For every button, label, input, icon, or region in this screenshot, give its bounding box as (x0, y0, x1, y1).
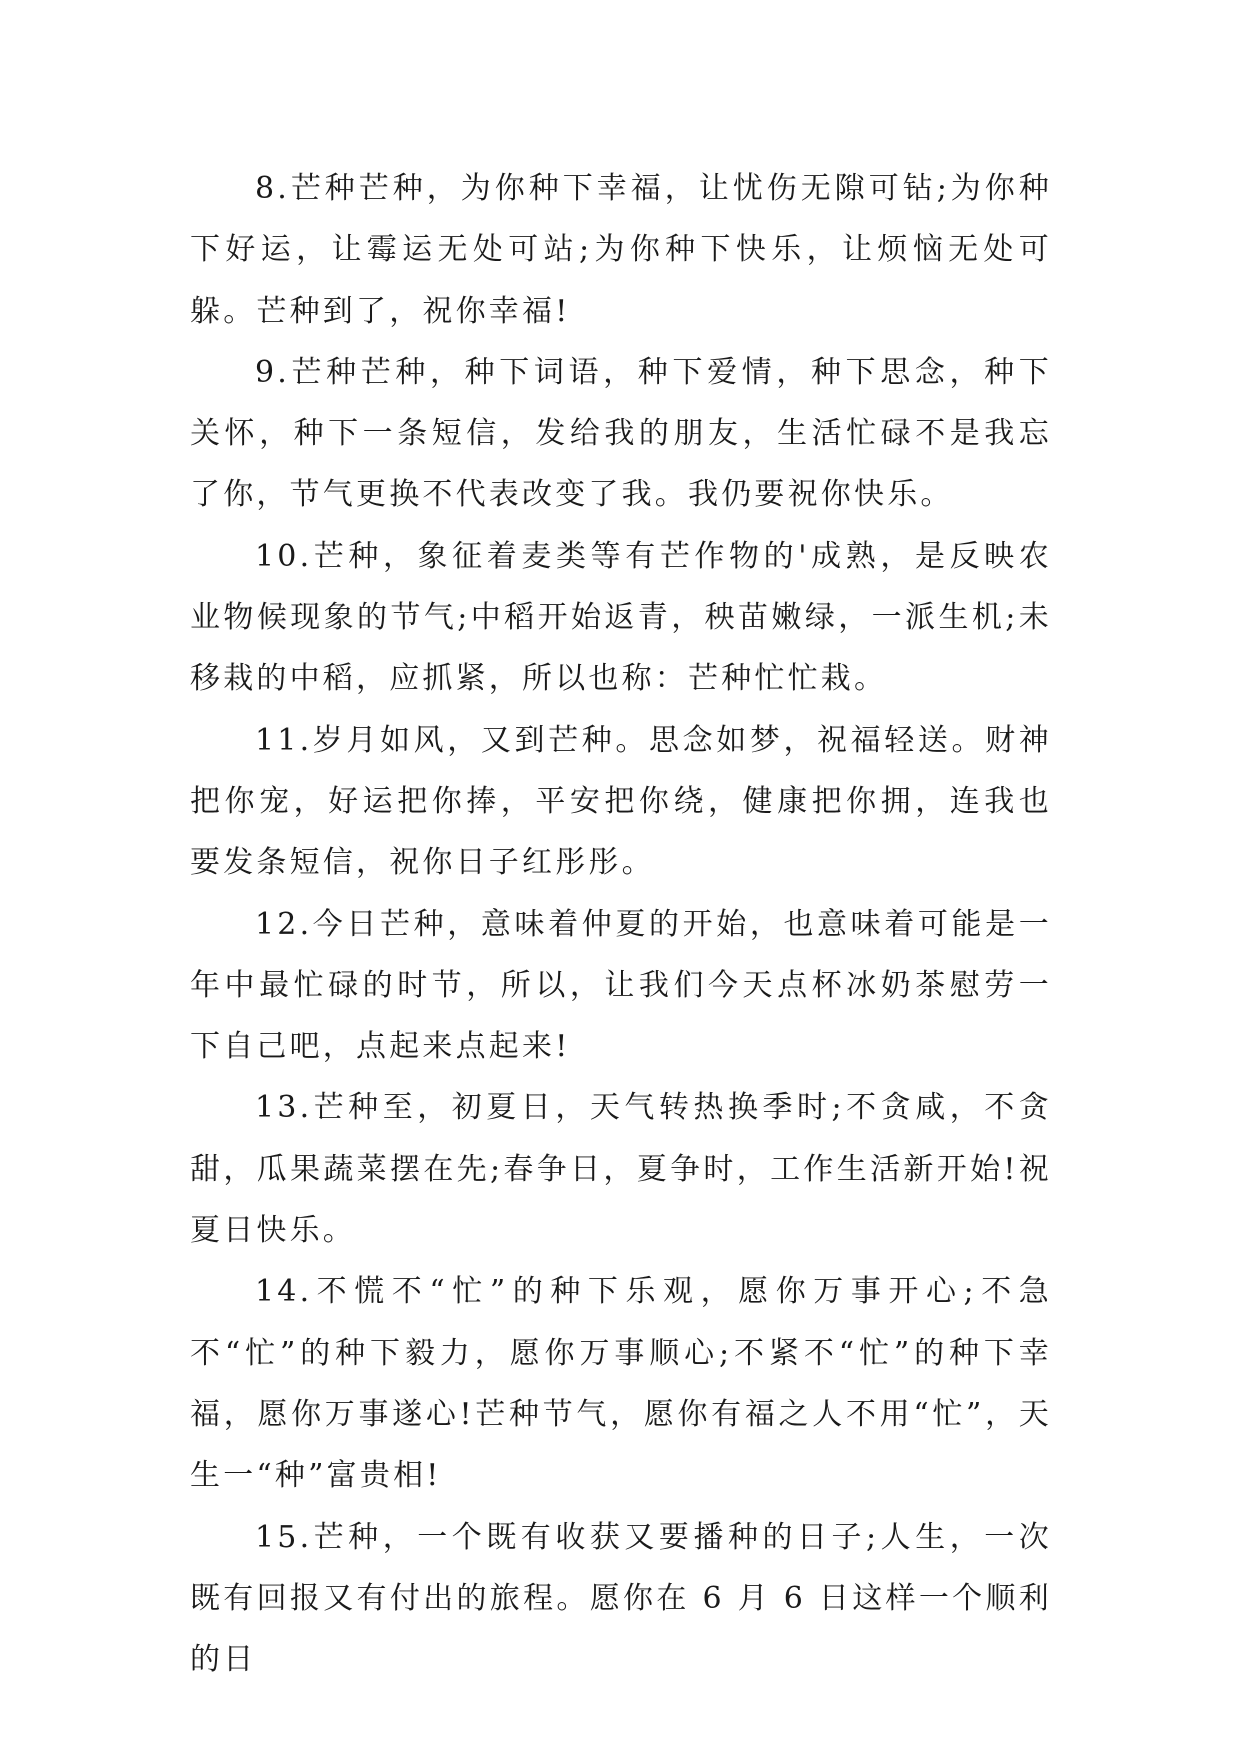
paragraph-12: 12.今日芒种，意味着仲夏的开始，也意味着可能是一年中最忙碌的时节，所以，让我们今天点杯冰奶茶慰劳一下自己吧，点起来点起来! (190, 906, 1052, 1065)
paragraph-13: 13.芒种至，初夏日，天气转热换季时;不贪咸，不贪甜，瓜果蔬菜摆在先;春争日，夏争时，工作生活新开始!祝夏日快乐。 (190, 1090, 1052, 1249)
paragraph-14: 14.不慌不“忙”的种下乐观，愿你万事开心;不急不“忙”的种下毅力，愿你万事顺心;不紧不“忙”的种下幸福，愿你万事遂心!芒种节气，愿你有福之人不用“忙”，天生一“种”富贵相! (190, 1274, 1052, 1494)
paragraph-10: 10.芒种，象征着麦类等有芒作物的'成熟，是反映农业物候现象的节气;中稻开始返青，秧苗嫩绿，一派生机;未移栽的中稻，应抓紧，所以也称：芒种忙忙栽。 (190, 538, 1052, 697)
paragraph-15: 15.芒种，一个既有收获又要播种的日子;人生，一次既有回报又有付出的旅程。愿你在 6 月 6 日这样一个顺利的日 (190, 1519, 1052, 1678)
paragraph-9: 9.芒种芒种，种下词语，种下爱情，种下思念，种下关怀，种下一条短信，发给我的朋友，生活忙碌不是我忘了你，节气更换不代表改变了我。我仍要祝你快乐。 (190, 354, 1052, 513)
document-body (190, 158, 1052, 1690)
paragraph-11: 11.岁月如风，又到芒种。思念如梦，祝福轻送。财神把你宠，好运把你捧，平安把你绕，健康把你拥，连我也要发条短信，祝你日子红彤彤。 (190, 722, 1052, 881)
paragraph-8: 8.芒种芒种，为你种下幸福，让忧伤无隙可钻;为你种下好运，让霉运无处可站;为你种下快乐，让烦恼无处可躲。芒种到了，祝你幸福! (190, 171, 1052, 329)
